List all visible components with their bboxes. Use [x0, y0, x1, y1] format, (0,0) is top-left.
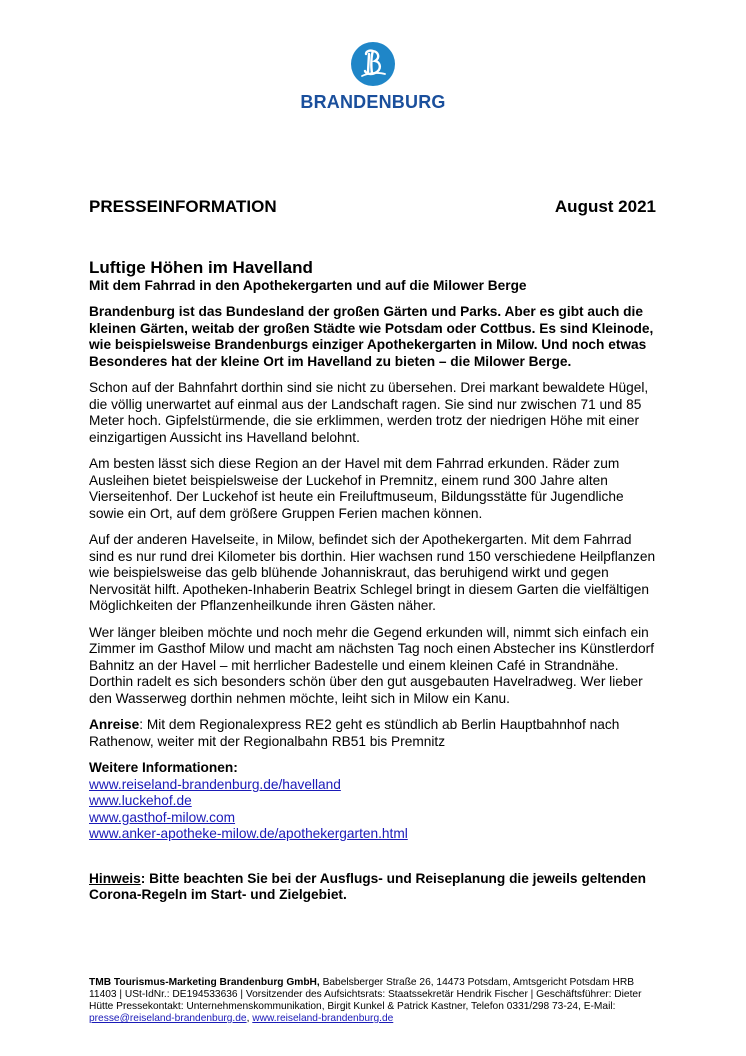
- article-subtitle: Mit dem Fahrrad in den Apothekergarten und auf die Milower Berge: [89, 278, 527, 293]
- footer-website-link[interactable]: www.reiseland-brandenburg.de: [252, 1013, 394, 1024]
- link-gasthof-milow[interactable]: www.gasthof-milow.com: [89, 809, 236, 825]
- notice-label: Hinweis: [89, 870, 141, 886]
- article: [89, 258, 659, 904]
- body-paragraph: Schon auf der Bahnfahrt dorthin sind sie nicht zu übersehen. Drei markant bewaldete Hügel, die völlig unerwartet auf einmal aus der Landschaft ragen. Sie sind nur zwischen 71 und 85 Meter hoch. Gipfelstürmende, die sie erklimmen, werden trotz der niedrigen Höhe mit einer einzigartigen Aussicht ins Havelland belohnt.: [89, 380, 649, 445]
- footer-separator: ,: [246, 1013, 253, 1024]
- arrival-text: : Mit dem Regionalexpress RE2 geht es stündlich ab Berlin Hauptbahnhof nach Rathenow, weiter mit der Regionalbahn RB51 bis Premnitz: [89, 717, 620, 749]
- footer-text: Babelsberger Straße 26, 14473 Potsdam, Amtsgericht Potsdam HRB 11403 | USt-IdNr.: DE194533636 | Vorsitzender des Aufsichtsrats: Staatssekretär Hendrik Fischer | Geschäftsführer: Dieter Hütte Pressekontakt: Unternehmenskommunikation, Birgit Kunkel & Patrick Kastner, Telefon 0331/298 73-24, E-Mail:: [89, 977, 642, 1012]
- footer-company: TMB Tourismus-Marketing Brandenburg GmbH,: [89, 977, 320, 988]
- footer: [89, 977, 659, 1025]
- corona-notice: [89, 871, 659, 904]
- brandenburg-logo: [292, 42, 454, 114]
- link-luckehof[interactable]: www.luckehof.de: [89, 793, 192, 808]
- body-paragraph: Auf der anderen Havelseite, in Milow, befindet sich der Apothekergarten. Mit dem Fahrrad sind es nur rund drei Kilometer bis dorthin. Hier wachsen rund 150 verschiedene Heilpflanzen wie beispielsweise das gelb blühende Johanniskraut, das beruhigend wirkt und gegen Nervosität hilft. Apotheken-Inhaberin Beatrix Schlegel bringt in diesem Garten die vielfältigen Möglichkeiten der Pflanzenheilkunde ihren Gästen näher.: [89, 532, 656, 613]
- notice-text: : Bitte beachten Sie bei der Ausflugs- und Reiseplanung die jeweils geltenden Corona-Regeln im Start- und Zielgebiet.: [89, 870, 646, 902]
- body-paragraph: Am besten lässt sich diese Region an der Havel mit dem Fahrrad erkunden. Räder zum Ausleihen bietet beispielsweise der Luckehof in Premnitz, einem rund 300 Jahre alten Vierseitenhof. Der Luckehof ist heute ein Freiluftmuseum, Bildungsstätte für Jugendliche sowie ein Ort, auf dem größere Gruppen Ferien machen können.: [89, 456, 624, 521]
- link-apothekergarten[interactable]: www.anker-apotheke-milow.de/apothekergarten.html: [89, 826, 408, 841]
- lead-paragraph: Brandenburg ist das Bundesland der großen Gärten und Parks. Aber es gibt auch die kleinen Gärten, weitab der großen Städte wie Potsdam oder Cottbus. Es sind Kleinode, wie beispielsweise Brandenburgs einziger Apothekergarten in Milow. Und noch etwas Besonderes hat der kleine Ort im Havelland zu bieten – die Milower Berge.: [89, 304, 654, 369]
- info-links: [89, 777, 659, 843]
- press-label: PRESSEINFORMATION: [89, 197, 277, 216]
- info-heading: Weitere Informationen:: [89, 760, 238, 775]
- logo-wordmark: BRANDENBURG: [300, 92, 446, 112]
- arrival-label: Anreise: [89, 717, 140, 732]
- arrival-paragraph: [89, 717, 659, 750]
- link-havelland[interactable]: www.reiseland-brandenburg.de/havelland: [89, 776, 341, 792]
- footer-email-link[interactable]: presse@reiseland-brandenburg.de: [89, 1013, 247, 1024]
- article-title: Luftige Höhen im Havelland: [89, 258, 313, 277]
- press-date: August 2021: [554, 197, 656, 216]
- body-paragraph: Wer länger bleiben möchte und noch mehr die Gegend erkunden will, nimmt sich einfach ein Zimmer im Gasthof Milow und macht am nächsten Tag noch einen Abstecher ins Künstlerdorf Bahnitz an der Havel – mit herrlicher Badestelle und einem kleinen Café in Strandnähe. Dorthin radelt es sich besonders schön über den gut ausgebauten Havelradweg. Wer lieber den Wasserweg dorthin nehmen möchte, leiht sich in Milow ein Kanu.: [89, 624, 655, 706]
- brandenburg-b-icon: [351, 42, 395, 86]
